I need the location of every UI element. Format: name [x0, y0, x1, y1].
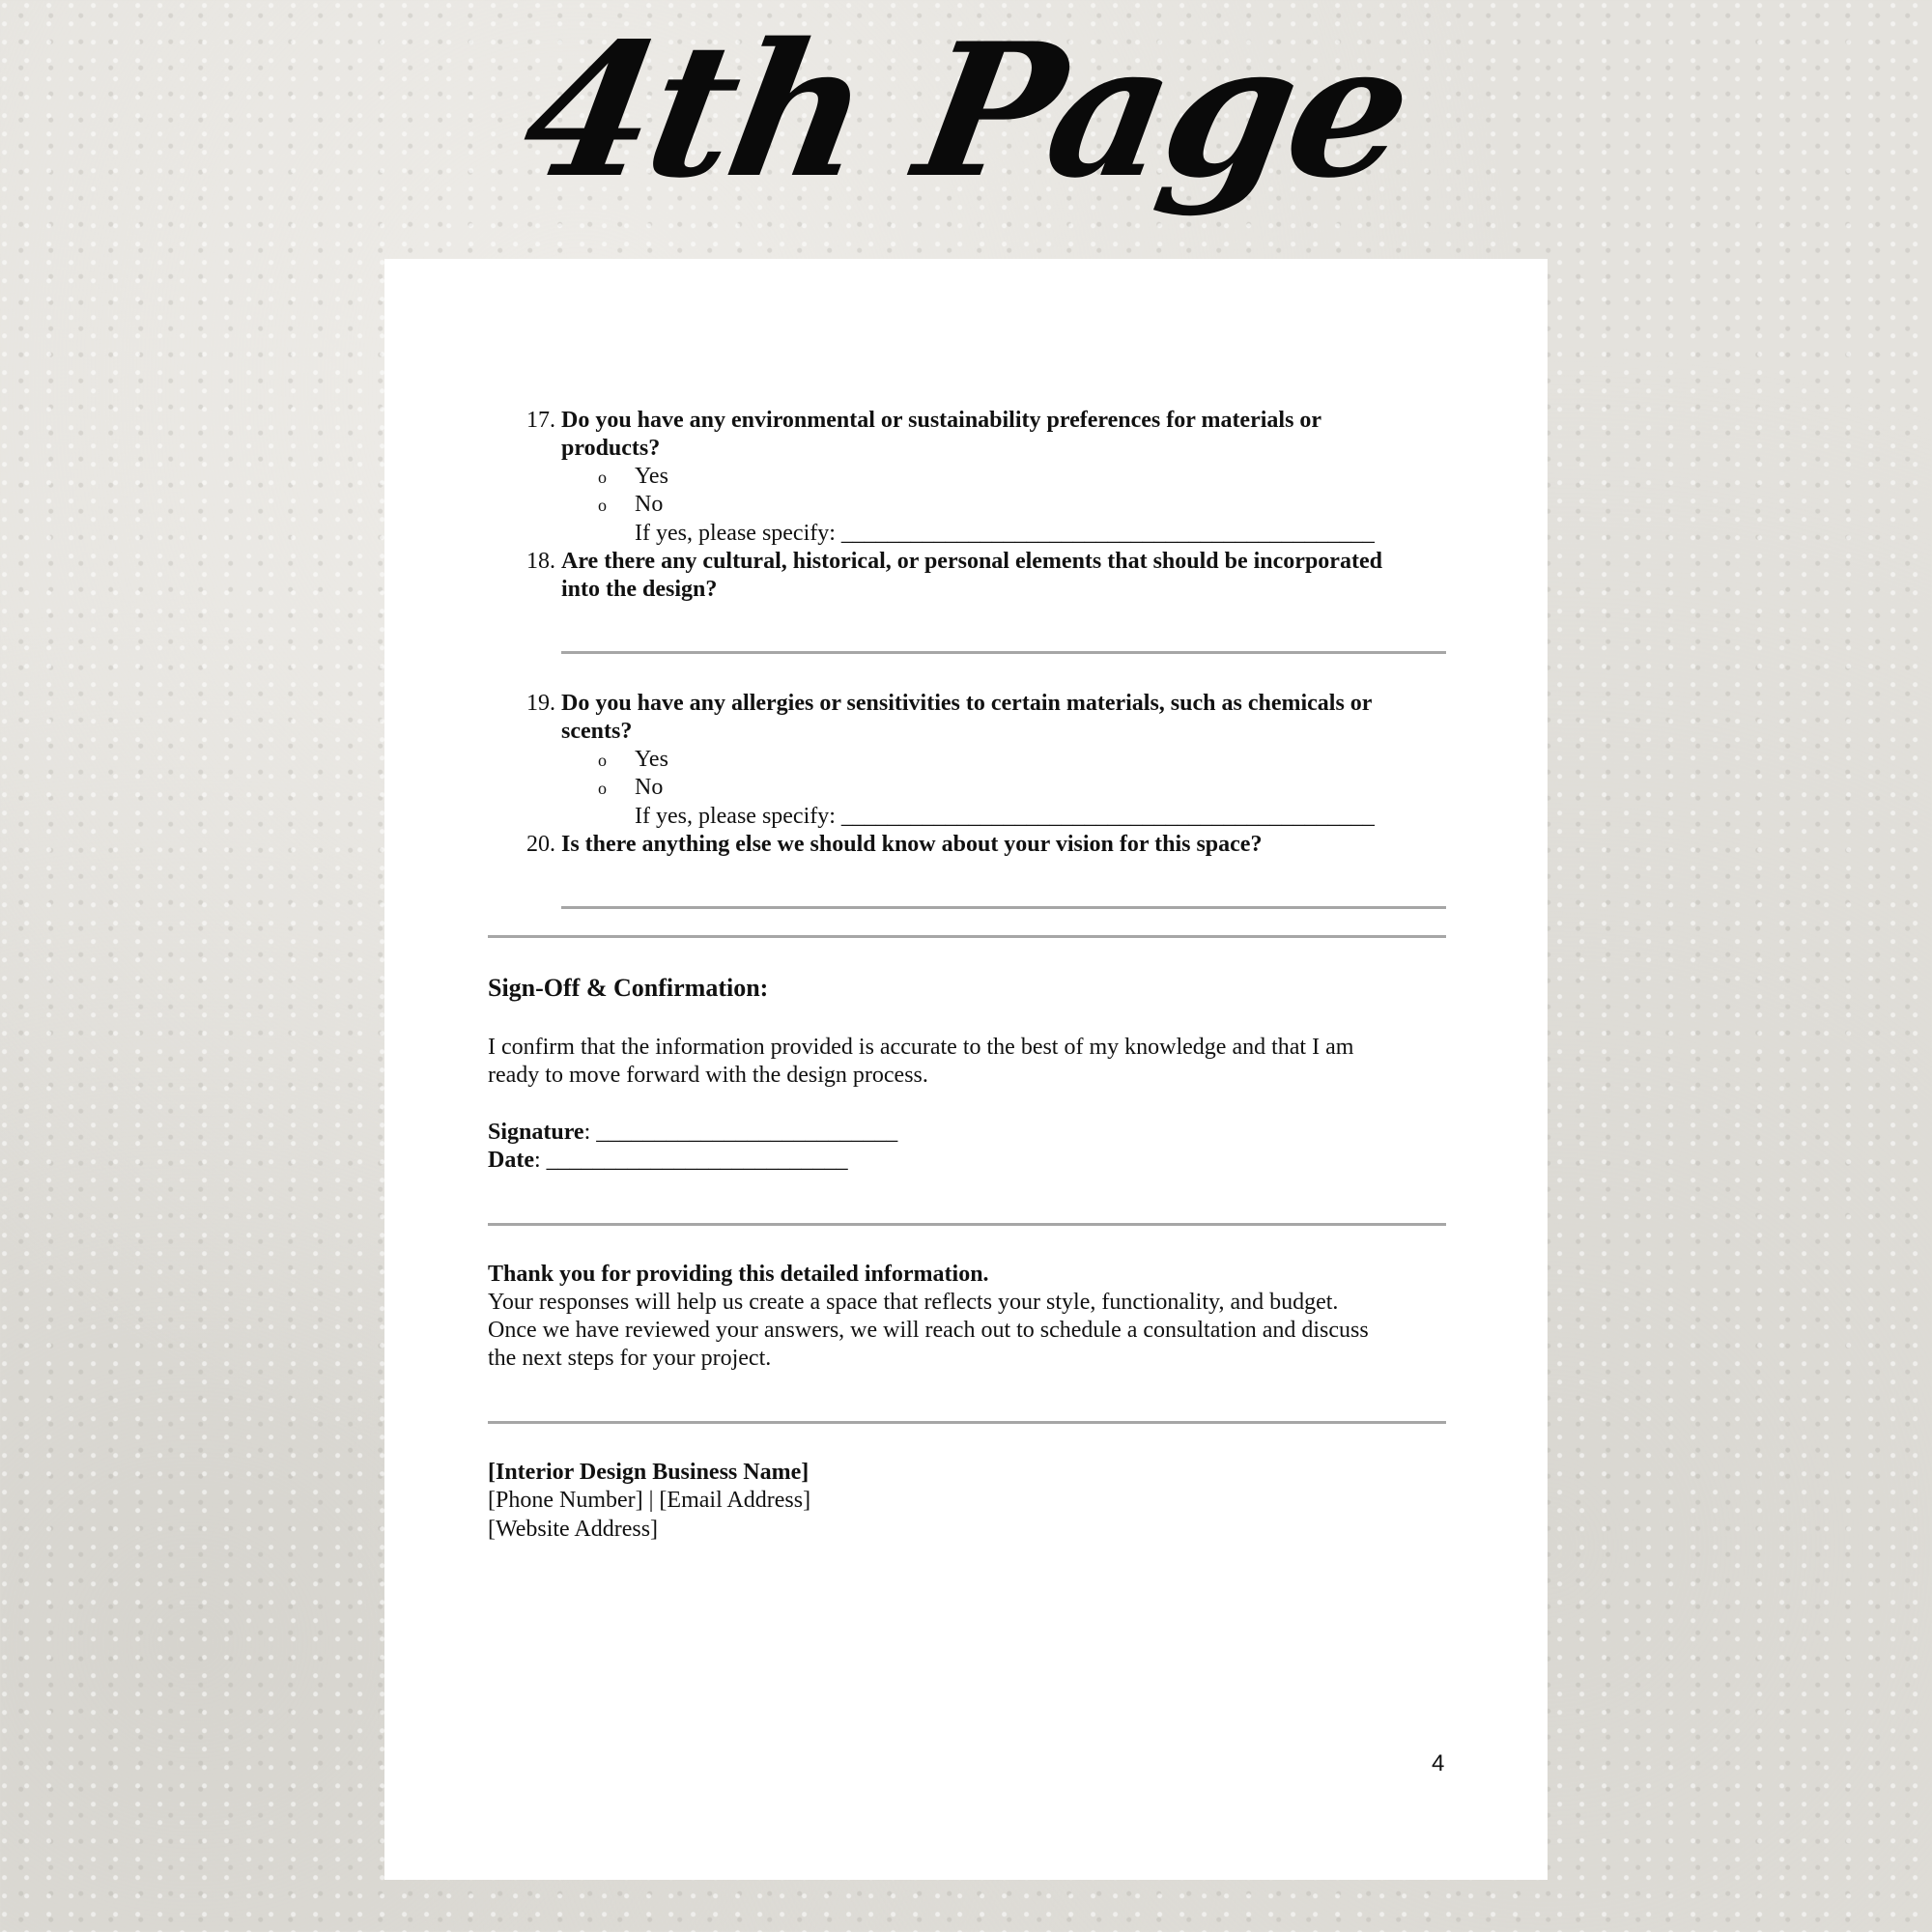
thanks-line: the next steps for your project. — [488, 1346, 772, 1371]
radio-bullet-icon[interactable]: o — [598, 496, 607, 515]
signoff-paragraph: ready to move forward with the design process. — [488, 1063, 928, 1088]
date-field[interactable] — [488, 1147, 848, 1175]
question-number: 18. — [526, 549, 555, 574]
option-yes[interactable]: Yes — [635, 747, 668, 772]
question-number: 17. — [526, 408, 555, 433]
question-text: into the design? — [561, 577, 718, 602]
signoff-heading: Sign-Off & Confirmation: — [488, 974, 769, 1002]
option-no[interactable]: No — [635, 775, 664, 800]
question-text: Are there any cultural, historical, or personal elements that should be incorporated — [561, 549, 1382, 574]
question-number: 20. — [526, 832, 555, 857]
banner-title: 4th Page — [508, 3, 1424, 218]
radio-bullet-icon[interactable]: o — [598, 779, 607, 798]
specify-field[interactable]: If yes, please specify: ______________________________________________ — [635, 804, 1375, 829]
phone-email: [Phone Number] | [Email Address] — [488, 1488, 811, 1513]
website: [Website Address] — [488, 1517, 659, 1542]
answer-line[interactable] — [561, 906, 1446, 909]
signoff-paragraph: I confirm that the information provided is accurate to the best of my knowledge and that I am — [488, 1035, 1354, 1060]
section-divider — [488, 935, 1446, 938]
section-divider — [488, 1421, 1446, 1424]
date-label: Date — [488, 1148, 534, 1173]
question-text: Is there anything else we should know about your vision for this space? — [561, 832, 1263, 857]
question-text: scents? — [561, 719, 633, 744]
signature-field[interactable] — [488, 1119, 897, 1147]
question-number: 19. — [526, 691, 555, 716]
business-name: [Interior Design Business Name] — [488, 1460, 810, 1485]
option-yes[interactable]: Yes — [635, 464, 668, 489]
thanks-heading: Thank you for providing this detailed information. — [488, 1262, 989, 1287]
radio-bullet-icon[interactable]: o — [598, 468, 607, 487]
section-divider — [488, 1223, 1446, 1226]
thanks-line: Once we have reviewed your answers, we will reach out to schedule a consultation and discuss — [488, 1318, 1369, 1343]
thanks-line: Your responses will help us create a space that reflects your style, functionality, and budget. — [488, 1290, 1339, 1315]
question-text: products? — [561, 436, 661, 461]
question-text: Do you have any allergies or sensitivities to certain materials, such as chemicals or — [561, 691, 1373, 716]
question-text: Do you have any environmental or sustainability preferences for materials or — [561, 408, 1322, 433]
signature-label: Signature — [488, 1120, 584, 1145]
date-blank[interactable]: : __________________________ — [533, 1148, 848, 1173]
signature-blank[interactable]: : __________________________ — [583, 1120, 898, 1145]
answer-line[interactable] — [561, 651, 1446, 654]
specify-field[interactable]: If yes, please specify: ______________________________________________ — [635, 521, 1375, 546]
radio-bullet-icon[interactable]: o — [598, 751, 607, 770]
option-no[interactable]: No — [635, 492, 664, 517]
page-number: 4 — [1432, 1750, 1445, 1776]
